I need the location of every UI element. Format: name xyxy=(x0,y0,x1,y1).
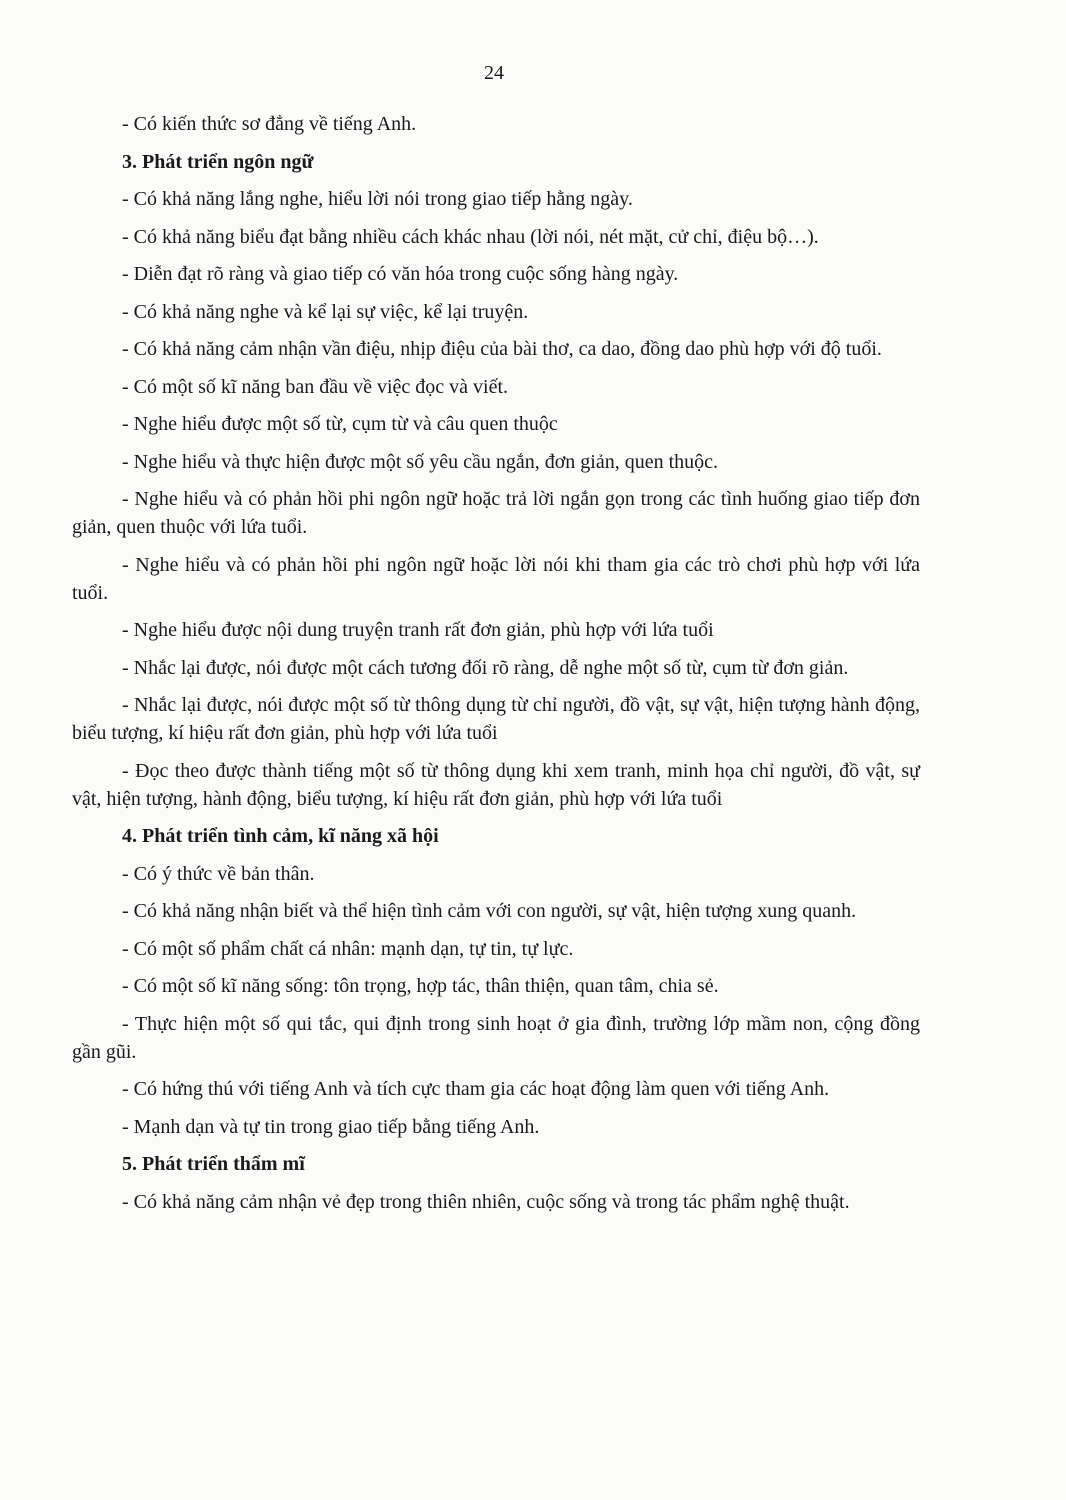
paragraph: - Nghe hiểu và thực hiện được một số yêu cầu ngắn, đơn giản, quen thuộc. xyxy=(122,450,719,473)
section-heading: 3. Phát triển ngôn ngữ xyxy=(122,150,314,173)
paragraph: - Có khả năng biểu đạt bằng nhiều cách khác nhau (lời nói, nét mặt, cử chỉ, điệu bộ…). xyxy=(122,225,819,248)
paragraph: - Có kiến thức sơ đẳng về tiếng Anh. xyxy=(122,113,417,135)
section-heading: 4. Phát triển tình cảm, kĩ năng xã hội xyxy=(122,825,439,847)
paragraph: - Thực hiện một số qui tắc, qui định trong sinh hoạt ở gia đình, trường lớp mầm non, cộng đồng gần gũi. xyxy=(72,1012,920,1063)
document-body xyxy=(72,110,920,1225)
paragraph: - Có khả năng lắng nghe, hiểu lời nói trong giao tiếp hằng ngày. xyxy=(122,188,633,210)
paragraph: - Đọc theo được thành tiếng một số từ thông dụng khi xem tranh, minh họa chỉ người, đồ vật, sự vật, hiện tượng, hành động, biểu tượng, kí hiệu rất đơn giản, phù hợp với lứa tuổi xyxy=(72,759,920,810)
paragraph: - Nghe hiểu được nội dung truyện tranh rất đơn giản, phù hợp với lứa tuổi xyxy=(122,619,714,641)
paragraph: - Mạnh dạn và tự tin trong giao tiếp bằng tiếng Anh. xyxy=(122,1115,540,1138)
paragraph: - Có một số kĩ năng sống: tôn trọng, hợp tác, thân thiện, quan tâm, chia sẻ. xyxy=(122,975,719,997)
paragraph: - Nghe hiểu và có phản hồi phi ngôn ngữ hoặc lời nói khi tham gia các trò chơi phù hợp với lứa tuổi. xyxy=(72,553,920,604)
paragraph: - Có hứng thú với tiếng Anh và tích cực tham gia các hoạt động làm quen với tiếng Anh. xyxy=(122,1078,830,1100)
paragraph: - Nhắc lại được, nói được một cách tương đối rõ ràng, dễ nghe một số từ, cụm từ đơn giản. xyxy=(122,656,849,679)
section-heading: 5. Phát triển thẩm mĩ xyxy=(122,1153,305,1175)
paragraph: - Có một số phẩm chất cá nhân: mạnh dạn, tự tin, tự lực. xyxy=(122,937,574,960)
paragraph: - Nhắc lại được, nói được một số từ thông dụng từ chỉ người, đồ vật, sự vật, hiện tượng hành động, biểu tượng, kí hiệu rất đơn giản, phù hợp với lứa tuổi xyxy=(72,694,920,744)
paragraph: - Nghe hiểu và có phản hồi phi ngôn ngữ hoặc trả lời ngắn gọn trong các tình huống giao tiếp đơn giản, quen thuộc với lứa tuổi. xyxy=(72,488,920,538)
page-number: 24 xyxy=(484,62,504,84)
paragraph: - Có khả năng nghe và kể lại sự việc, kể lại truyện. xyxy=(122,300,529,323)
paragraph: - Có một số kĩ năng ban đầu về việc đọc và viết. xyxy=(122,375,509,398)
paragraph: - Diễn đạt rõ ràng và giao tiếp có văn hóa trong cuộc sống hàng ngày. xyxy=(122,263,679,285)
paragraph: - Có khả năng cảm nhận vần điệu, nhịp điệu của bài thơ, ca dao, đồng dao phù hợp với độ tuổi. xyxy=(122,338,882,360)
paragraph: - Có khả năng cảm nhận vẻ đẹp trong thiên nhiên, cuộc sống và trong tác phẩm nghệ thuật. xyxy=(122,1190,850,1213)
paragraph: - Có khả năng nhận biết và thể hiện tình cảm với con người, sự vật, hiện tượng xung quanh. xyxy=(122,900,857,922)
paragraph: - Nghe hiểu được một số từ, cụm từ và câu quen thuộc xyxy=(122,413,558,435)
paragraph: - Có ý thức về bản thân. xyxy=(122,862,315,885)
